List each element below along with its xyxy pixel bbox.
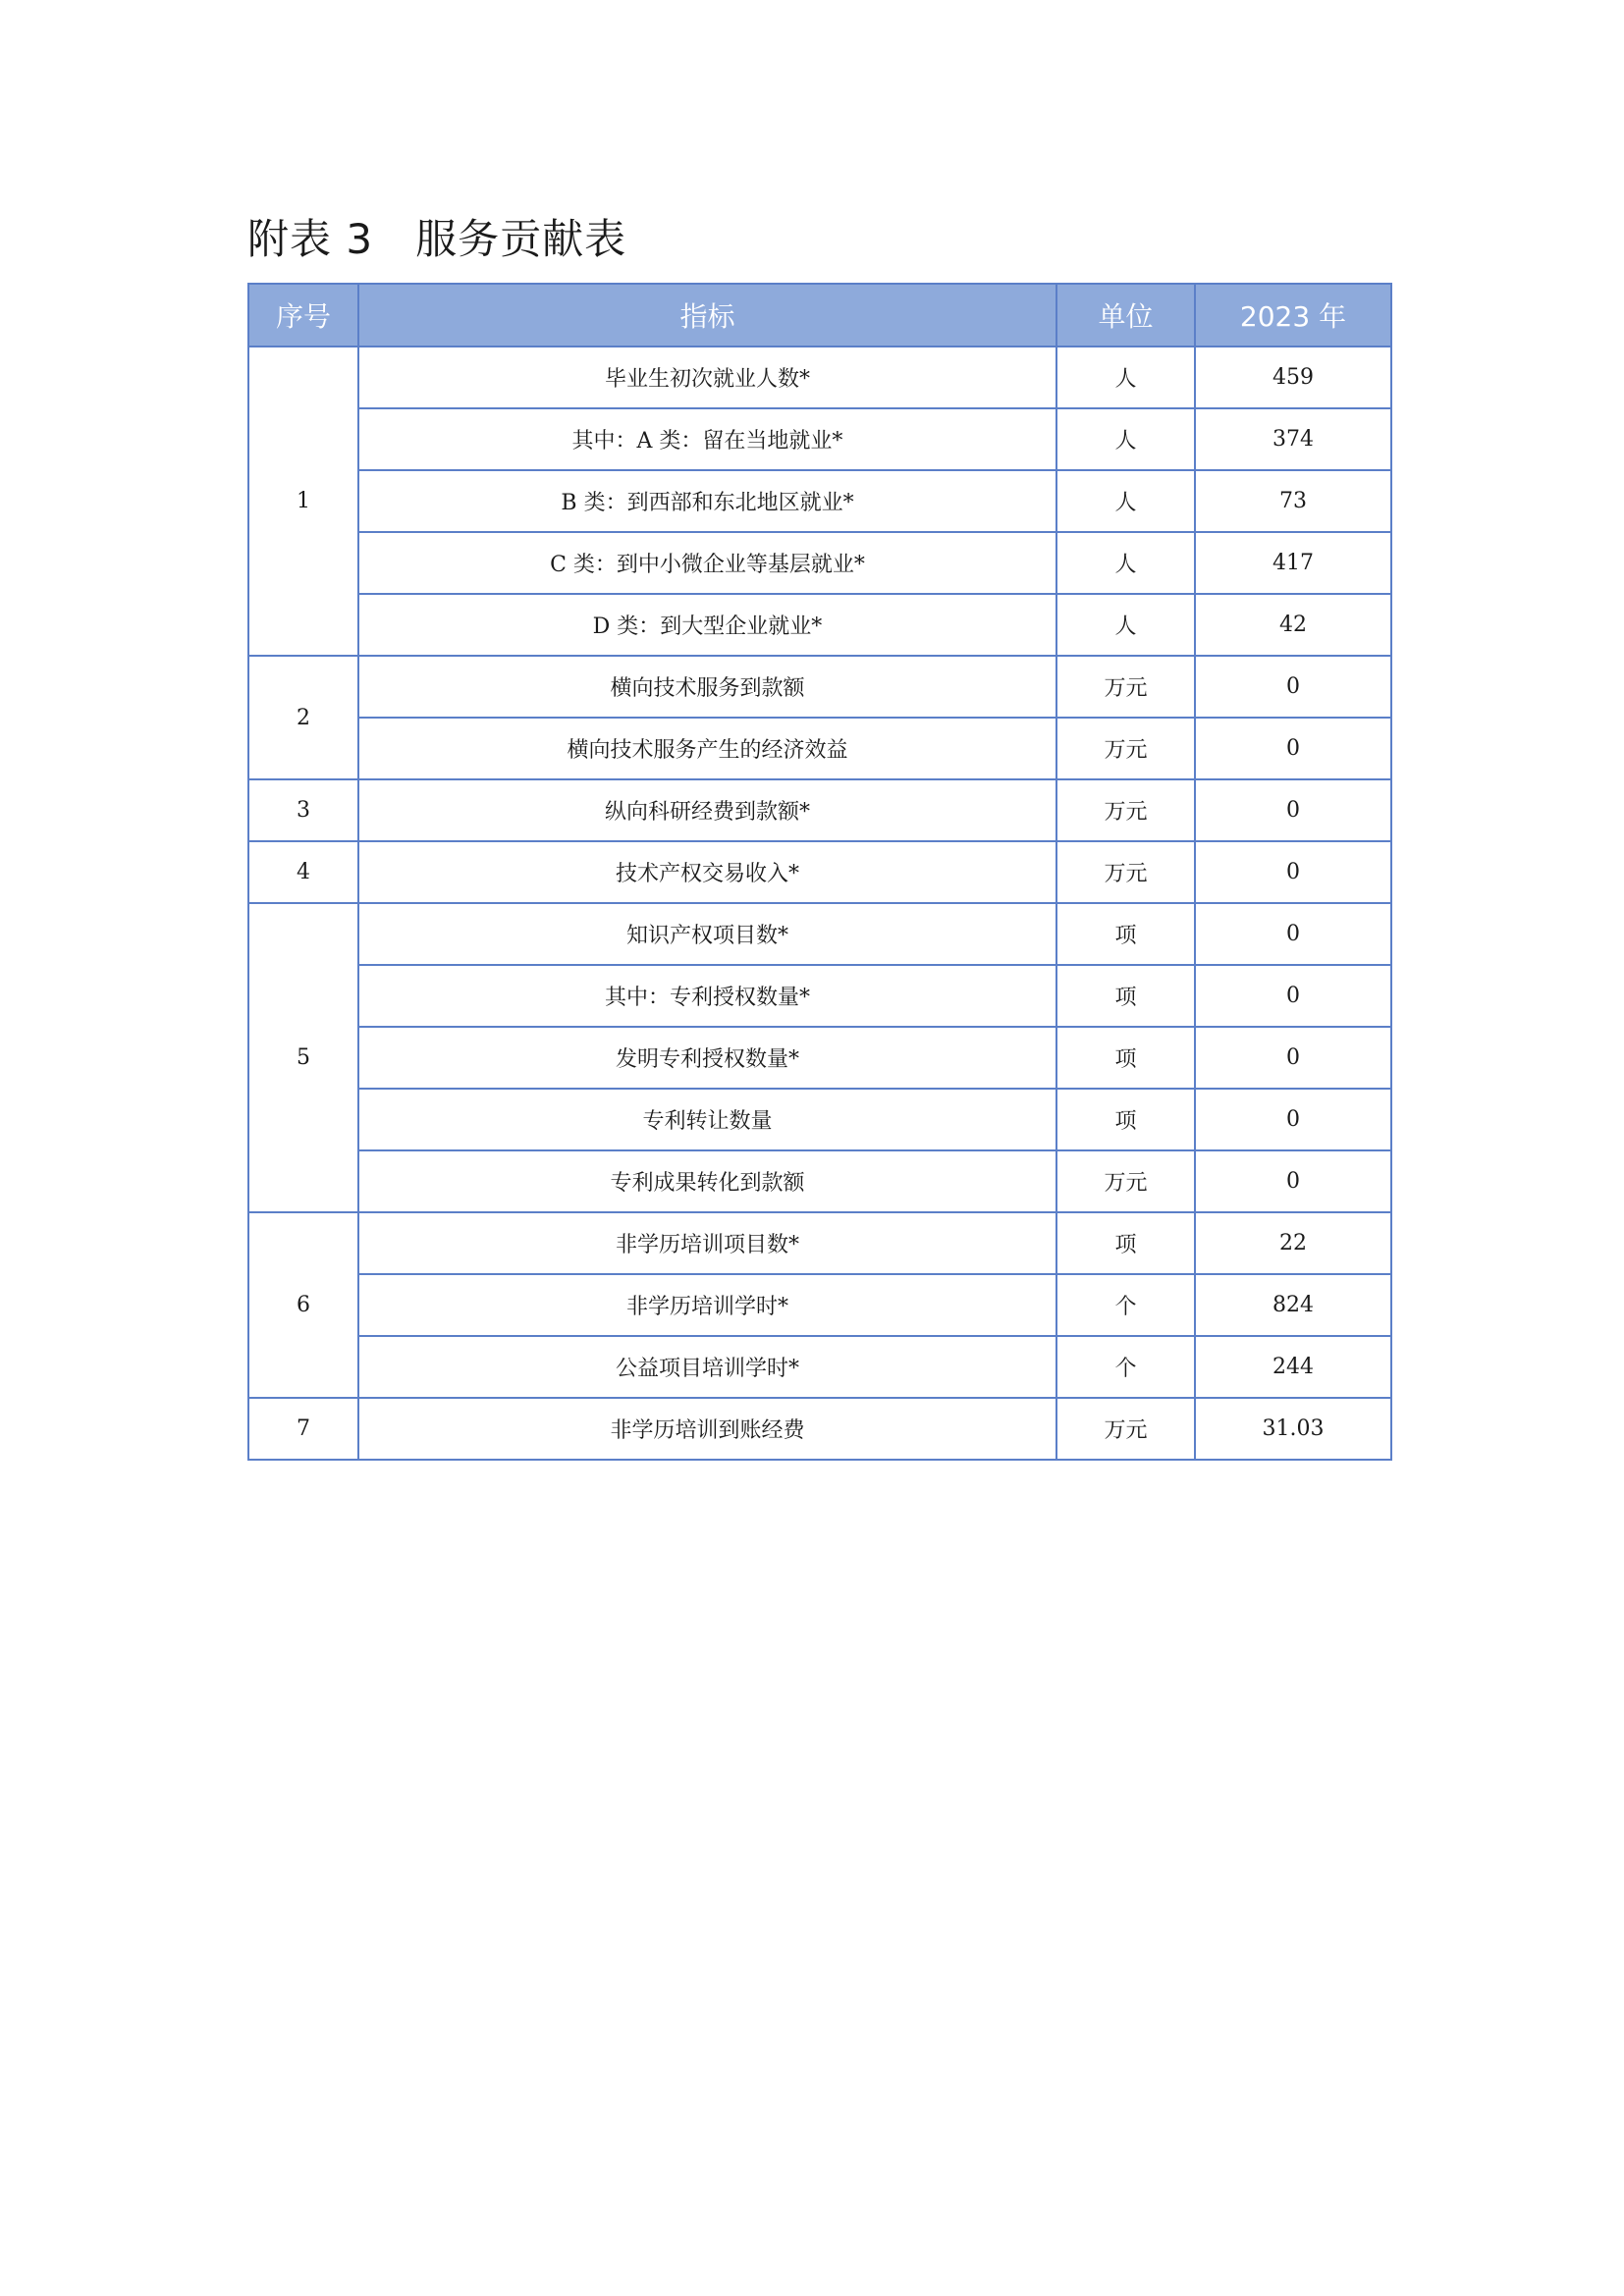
value-cell: 459 xyxy=(1195,347,1391,408)
unit-cell: 万元 xyxy=(1056,656,1195,718)
table-row xyxy=(248,408,1391,470)
indicator-cell: 技术产权交易收入* xyxy=(358,841,1056,903)
indicator-cell: 非学历培训到账经费 xyxy=(358,1398,1056,1460)
seq-cell: 2 xyxy=(248,656,358,779)
value-cell: 244 xyxy=(1195,1336,1391,1398)
unit-cell: 人 xyxy=(1056,594,1195,656)
table-row xyxy=(248,779,1391,841)
unit-cell: 万元 xyxy=(1056,1150,1195,1212)
value-cell: 417 xyxy=(1195,532,1391,594)
indicator-cell: 专利成果转化到款额 xyxy=(358,1150,1056,1212)
indicator-cell: 毕业生初次就业人数* xyxy=(358,347,1056,408)
unit-cell: 人 xyxy=(1056,408,1195,470)
header-indicator: 指标 xyxy=(358,284,1056,347)
seq-cell: 3 xyxy=(248,779,358,841)
indicator-cell: 横向技术服务到款额 xyxy=(358,656,1056,718)
table-row xyxy=(248,594,1391,656)
value-cell: 374 xyxy=(1195,408,1391,470)
indicator-cell: 公益项目培训学时* xyxy=(358,1336,1056,1398)
header-unit: 单位 xyxy=(1056,284,1195,347)
value-cell: 0 xyxy=(1195,903,1391,965)
table-row xyxy=(248,1398,1391,1460)
header-seq: 序号 xyxy=(248,284,358,347)
value-cell: 22 xyxy=(1195,1212,1391,1274)
unit-cell: 万元 xyxy=(1056,718,1195,779)
value-cell: 0 xyxy=(1195,1027,1391,1089)
indicator-cell: D 类：到大型企业就业* xyxy=(358,594,1056,656)
table-body xyxy=(248,347,1391,1460)
value-cell: 0 xyxy=(1195,779,1391,841)
value-cell: 0 xyxy=(1195,1150,1391,1212)
table-row xyxy=(248,965,1391,1027)
seq-cell: 7 xyxy=(248,1398,358,1460)
unit-cell: 项 xyxy=(1056,1027,1195,1089)
value-cell: 73 xyxy=(1195,470,1391,532)
value-cell: 824 xyxy=(1195,1274,1391,1336)
table-row xyxy=(248,718,1391,779)
unit-cell: 个 xyxy=(1056,1336,1195,1398)
indicator-cell: 其中：A 类：留在当地就业* xyxy=(358,408,1056,470)
indicator-cell: B 类：到西部和东北地区就业* xyxy=(358,470,1056,532)
indicator-cell: C 类：到中小微企业等基层就业* xyxy=(358,532,1056,594)
value-cell: 0 xyxy=(1195,841,1391,903)
indicator-cell: 非学历培训学时* xyxy=(358,1274,1056,1336)
table-row xyxy=(248,903,1391,965)
value-cell: 42 xyxy=(1195,594,1391,656)
unit-cell: 人 xyxy=(1056,532,1195,594)
value-cell: 31.03 xyxy=(1195,1398,1391,1460)
header-year: 2023 年 xyxy=(1195,284,1391,347)
seq-cell: 1 xyxy=(248,347,358,656)
table-row xyxy=(248,470,1391,532)
indicator-cell: 其中：专利授权数量* xyxy=(358,965,1056,1027)
value-cell: 0 xyxy=(1195,1089,1391,1150)
unit-cell: 项 xyxy=(1056,1212,1195,1274)
seq-cell: 6 xyxy=(248,1212,358,1398)
table-row xyxy=(248,841,1391,903)
unit-cell: 个 xyxy=(1056,1274,1195,1336)
unit-cell: 项 xyxy=(1056,1089,1195,1150)
table-row xyxy=(248,1089,1391,1150)
unit-cell: 项 xyxy=(1056,903,1195,965)
indicator-cell: 发明专利授权数量* xyxy=(358,1027,1056,1089)
value-cell: 0 xyxy=(1195,965,1391,1027)
indicator-cell: 专利转让数量 xyxy=(358,1089,1056,1150)
unit-cell: 万元 xyxy=(1056,841,1195,903)
table-header-row xyxy=(248,284,1391,347)
unit-cell: 项 xyxy=(1056,965,1195,1027)
unit-cell: 万元 xyxy=(1056,1398,1195,1460)
indicator-cell: 知识产权项目数* xyxy=(358,903,1056,965)
indicator-cell: 横向技术服务产生的经济效益 xyxy=(358,718,1056,779)
unit-cell: 万元 xyxy=(1056,779,1195,841)
page-title: 附表 3 服务贡献表 xyxy=(247,215,627,263)
indicator-cell: 非学历培训项目数* xyxy=(358,1212,1056,1274)
seq-cell: 5 xyxy=(248,903,358,1212)
unit-cell: 人 xyxy=(1056,470,1195,532)
value-cell: 0 xyxy=(1195,718,1391,779)
table-row xyxy=(248,1027,1391,1089)
indicator-cell: 纵向科研经费到款额* xyxy=(358,779,1056,841)
service-contribution-table xyxy=(247,283,1392,1461)
table-row xyxy=(248,1212,1391,1274)
seq-cell: 4 xyxy=(248,841,358,903)
table-row xyxy=(248,532,1391,594)
table-row xyxy=(248,347,1391,408)
value-cell: 0 xyxy=(1195,656,1391,718)
table-row xyxy=(248,1274,1391,1336)
table-row xyxy=(248,1336,1391,1398)
table-row xyxy=(248,1150,1391,1212)
unit-cell: 人 xyxy=(1056,347,1195,408)
table-row xyxy=(248,656,1391,718)
